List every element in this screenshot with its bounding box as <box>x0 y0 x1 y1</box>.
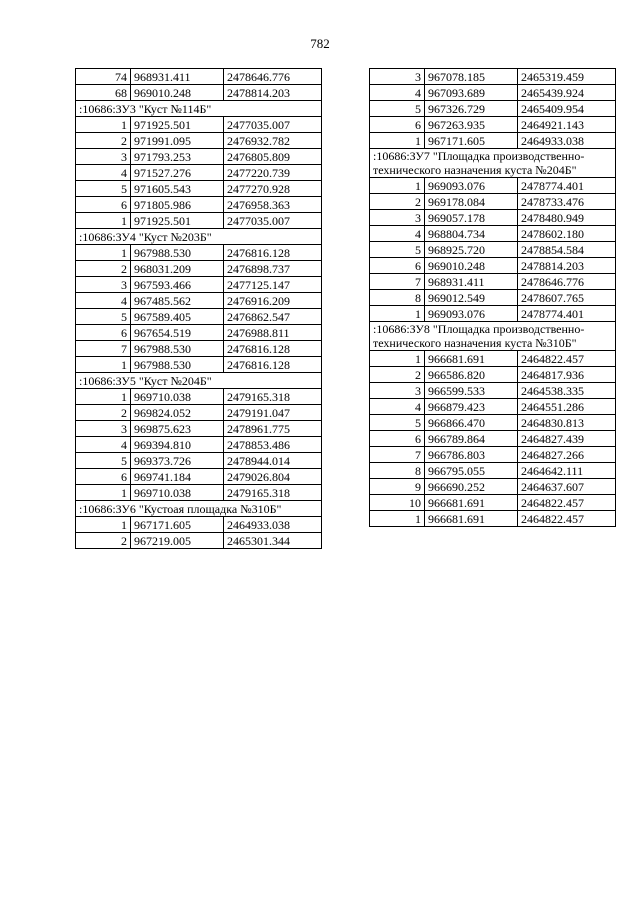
coordinate-row <box>370 306 616 322</box>
section-header-row <box>370 149 616 178</box>
coordinate-row <box>76 133 322 149</box>
x-coordinate: 969057.178 <box>425 210 518 226</box>
y-coordinate: 2464933.038 <box>224 517 322 533</box>
y-coordinate: 2476916.209 <box>224 293 322 309</box>
x-coordinate: 971991.095 <box>131 133 224 149</box>
coordinate-row <box>370 495 616 511</box>
y-coordinate: 2464822.457 <box>518 351 616 367</box>
coordinate-row <box>370 447 616 463</box>
coordinate-row <box>370 117 616 133</box>
point-number: 6 <box>370 431 425 447</box>
x-coordinate: 969394.810 <box>131 437 224 453</box>
coordinate-row <box>76 533 322 549</box>
coordinate-row <box>76 485 322 501</box>
point-number: 6 <box>76 469 131 485</box>
point-number: 3 <box>370 383 425 399</box>
coordinates-table-right <box>369 68 616 527</box>
x-coordinate: 967654.519 <box>131 325 224 341</box>
point-number: 3 <box>370 210 425 226</box>
y-coordinate: 2479165.318 <box>224 485 322 501</box>
y-coordinate: 2478607.765 <box>518 290 616 306</box>
page-number: 782 <box>310 36 330 51</box>
y-coordinate: 2479191.047 <box>224 405 322 421</box>
point-number: 6 <box>76 197 131 213</box>
point-number: 1 <box>370 306 425 322</box>
x-coordinate: 967485.562 <box>131 293 224 309</box>
x-coordinate: 969710.038 <box>131 485 224 501</box>
point-number: 6 <box>370 117 425 133</box>
y-coordinate: 2476988.811 <box>224 325 322 341</box>
coordinate-row <box>76 437 322 453</box>
x-coordinate: 968931.411 <box>131 69 224 85</box>
y-coordinate: 2464817.936 <box>518 367 616 383</box>
x-coordinate: 967093.689 <box>425 85 518 101</box>
point-number: 5 <box>370 242 425 258</box>
coordinate-row <box>370 479 616 495</box>
x-coordinate: 967988.530 <box>131 245 224 261</box>
coordinate-row <box>370 399 616 415</box>
y-coordinate: 2465439.924 <box>518 85 616 101</box>
coordinate-row <box>76 357 322 373</box>
point-number: 2 <box>76 133 131 149</box>
y-coordinate: 2478854.584 <box>518 242 616 258</box>
y-coordinate: 2477220.739 <box>224 165 322 181</box>
point-number: 74 <box>76 69 131 85</box>
point-number: 5 <box>370 415 425 431</box>
x-coordinate: 966599.533 <box>425 383 518 399</box>
y-coordinate: 2478853.486 <box>224 437 322 453</box>
x-coordinate: 969093.076 <box>425 306 518 322</box>
point-number: 2 <box>76 405 131 421</box>
coordinate-row <box>370 226 616 242</box>
x-coordinate: 967171.605 <box>131 517 224 533</box>
point-number: 1 <box>370 133 425 149</box>
y-coordinate: 2465409.954 <box>518 101 616 117</box>
y-coordinate: 2476805.809 <box>224 149 322 165</box>
coordinate-row <box>370 351 616 367</box>
y-coordinate: 2478961.775 <box>224 421 322 437</box>
x-coordinate: 966795.055 <box>425 463 518 479</box>
coordinate-row <box>76 325 322 341</box>
y-coordinate: 2476898.737 <box>224 261 322 277</box>
coordinate-row <box>370 69 616 85</box>
coordinate-row <box>76 165 322 181</box>
y-coordinate: 2464642.111 <box>518 463 616 479</box>
y-coordinate: 2464538.335 <box>518 383 616 399</box>
y-coordinate: 2477035.007 <box>224 117 322 133</box>
section-header: :10686:ЗУ6 "Кустоая площадка №310Б" <box>76 501 322 517</box>
coordinate-row <box>370 178 616 194</box>
x-coordinate: 966789.864 <box>425 431 518 447</box>
x-coordinate: 971805.986 <box>131 197 224 213</box>
y-coordinate: 2478733.476 <box>518 194 616 210</box>
coordinate-row <box>370 290 616 306</box>
y-coordinate: 2464822.457 <box>518 495 616 511</box>
x-coordinate: 966786.803 <box>425 447 518 463</box>
x-coordinate: 969012.549 <box>425 290 518 306</box>
x-coordinate: 969010.248 <box>425 258 518 274</box>
coordinate-row <box>76 469 322 485</box>
y-coordinate: 2465319.459 <box>518 69 616 85</box>
point-number: 3 <box>370 69 425 85</box>
x-coordinate: 967593.466 <box>131 277 224 293</box>
point-number: 1 <box>370 178 425 194</box>
point-number: 4 <box>370 226 425 242</box>
point-number: 1 <box>76 389 131 405</box>
point-number: 5 <box>76 309 131 325</box>
point-number: 1 <box>76 485 131 501</box>
y-coordinate: 2476816.128 <box>224 245 322 261</box>
coordinate-row <box>76 149 322 165</box>
coordinate-row <box>76 277 322 293</box>
y-coordinate: 2477035.007 <box>224 213 322 229</box>
point-number: 7 <box>76 341 131 357</box>
section-header-row <box>76 373 322 389</box>
x-coordinate: 967988.530 <box>131 341 224 357</box>
x-coordinate: 967326.729 <box>425 101 518 117</box>
coordinate-row <box>370 431 616 447</box>
coordinate-row <box>370 194 616 210</box>
point-number: 7 <box>370 447 425 463</box>
point-number: 3 <box>76 421 131 437</box>
point-number: 5 <box>370 101 425 117</box>
x-coordinate: 968804.734 <box>425 226 518 242</box>
x-coordinate: 971925.501 <box>131 213 224 229</box>
y-coordinate: 2464822.457 <box>518 511 616 527</box>
y-coordinate: 2479165.318 <box>224 389 322 405</box>
x-coordinate: 966866.470 <box>425 415 518 431</box>
point-number: 7 <box>370 274 425 290</box>
x-coordinate: 967988.530 <box>131 357 224 373</box>
y-coordinate: 2478602.180 <box>518 226 616 242</box>
x-coordinate: 969824.052 <box>131 405 224 421</box>
x-coordinate: 969875.623 <box>131 421 224 437</box>
y-coordinate: 2476862.547 <box>224 309 322 325</box>
x-coordinate: 966681.691 <box>425 351 518 367</box>
y-coordinate: 2478774.401 <box>518 306 616 322</box>
y-coordinate: 2477270.928 <box>224 181 322 197</box>
coordinate-row <box>76 421 322 437</box>
coordinate-row <box>370 383 616 399</box>
section-header-row <box>76 229 322 245</box>
coordinate-row <box>76 309 322 325</box>
y-coordinate: 2464921.143 <box>518 117 616 133</box>
y-coordinate: 2478774.401 <box>518 178 616 194</box>
y-coordinate: 2464827.439 <box>518 431 616 447</box>
point-number: 5 <box>76 181 131 197</box>
coordinate-row <box>370 133 616 149</box>
y-coordinate: 2464827.266 <box>518 447 616 463</box>
point-number: 6 <box>370 258 425 274</box>
point-number: 68 <box>76 85 131 101</box>
coordinate-row <box>76 389 322 405</box>
x-coordinate: 966681.691 <box>425 511 518 527</box>
section-header-row <box>76 101 322 117</box>
x-coordinate: 966690.252 <box>425 479 518 495</box>
y-coordinate: 2479026.804 <box>224 469 322 485</box>
x-coordinate: 967589.405 <box>131 309 224 325</box>
y-coordinate: 2465301.344 <box>224 533 322 549</box>
coordinate-row <box>370 415 616 431</box>
y-coordinate: 2464551.286 <box>518 399 616 415</box>
x-coordinate: 971793.253 <box>131 149 224 165</box>
x-coordinate: 971605.543 <box>131 181 224 197</box>
point-number: 9 <box>370 479 425 495</box>
coordinate-row <box>76 261 322 277</box>
point-number: 3 <box>76 277 131 293</box>
coordinate-row <box>370 258 616 274</box>
x-coordinate: 969741.184 <box>131 469 224 485</box>
x-coordinate: 967171.605 <box>425 133 518 149</box>
point-number: 4 <box>76 437 131 453</box>
point-number: 5 <box>76 453 131 469</box>
y-coordinate: 2464637.607 <box>518 479 616 495</box>
point-number: 4 <box>370 85 425 101</box>
x-coordinate: 966681.691 <box>425 495 518 511</box>
coordinate-row <box>370 274 616 290</box>
coordinate-row <box>370 210 616 226</box>
coordinate-row <box>76 245 322 261</box>
point-number: 2 <box>76 533 131 549</box>
point-number: 2 <box>370 194 425 210</box>
x-coordinate: 969710.038 <box>131 389 224 405</box>
x-coordinate: 969178.084 <box>425 194 518 210</box>
coordinates-table-left <box>75 68 322 549</box>
point-number: 4 <box>370 399 425 415</box>
section-header: :10686:ЗУ8 "Площадка производственно-технического назначения куста №310Б" <box>370 322 616 351</box>
coordinate-row <box>370 463 616 479</box>
point-number: 1 <box>76 517 131 533</box>
point-number: 1 <box>76 213 131 229</box>
section-header-row <box>76 501 322 517</box>
x-coordinate: 971925.501 <box>131 117 224 133</box>
y-coordinate: 2464830.813 <box>518 415 616 431</box>
y-coordinate: 2476816.128 <box>224 341 322 357</box>
y-coordinate: 2476932.782 <box>224 133 322 149</box>
point-number: 6 <box>76 325 131 341</box>
point-number: 10 <box>370 495 425 511</box>
y-coordinate: 2478814.203 <box>224 85 322 101</box>
coordinate-row <box>76 69 322 85</box>
point-number: 4 <box>76 165 131 181</box>
point-number: 2 <box>76 261 131 277</box>
point-number: 1 <box>76 117 131 133</box>
coordinate-row <box>76 405 322 421</box>
x-coordinate: 969093.076 <box>425 178 518 194</box>
y-coordinate: 2478480.949 <box>518 210 616 226</box>
x-coordinate: 968931.411 <box>425 274 518 290</box>
coordinate-row <box>76 341 322 357</box>
coordinate-row <box>76 85 322 101</box>
x-coordinate: 971527.276 <box>131 165 224 181</box>
x-coordinate: 966879.423 <box>425 399 518 415</box>
coordinate-row <box>76 213 322 229</box>
point-number: 8 <box>370 463 425 479</box>
x-coordinate: 967263.935 <box>425 117 518 133</box>
section-header-row <box>370 322 616 351</box>
y-coordinate: 2478814.203 <box>518 258 616 274</box>
point-number: 1 <box>370 351 425 367</box>
section-header: :10686:ЗУ4 "Куст №203Б" <box>76 229 322 245</box>
y-coordinate: 2477125.147 <box>224 277 322 293</box>
coordinate-row <box>370 511 616 527</box>
y-coordinate: 2476816.128 <box>224 357 322 373</box>
point-number: 8 <box>370 290 425 306</box>
coordinate-row <box>76 293 322 309</box>
y-coordinate: 2478944.014 <box>224 453 322 469</box>
x-coordinate: 966586.820 <box>425 367 518 383</box>
point-number: 1 <box>76 245 131 261</box>
section-header: :10686:ЗУ7 "Площадка производственно-технического назначения куста №204Б" <box>370 149 616 178</box>
y-coordinate: 2464933.038 <box>518 133 616 149</box>
x-coordinate: 968031.209 <box>131 261 224 277</box>
x-coordinate: 969373.726 <box>131 453 224 469</box>
coordinate-row <box>370 85 616 101</box>
coordinate-row <box>370 242 616 258</box>
y-coordinate: 2478646.776 <box>518 274 616 290</box>
coordinate-row <box>76 181 322 197</box>
point-number: 2 <box>370 367 425 383</box>
coordinate-row <box>76 517 322 533</box>
x-coordinate: 967219.005 <box>131 533 224 549</box>
y-coordinate: 2478646.776 <box>224 69 322 85</box>
x-coordinate: 969010.248 <box>131 85 224 101</box>
coordinate-row <box>370 367 616 383</box>
coordinate-row <box>76 117 322 133</box>
coordinate-row <box>76 197 322 213</box>
section-header: :10686:ЗУ3 "Куст №114Б" <box>76 101 322 117</box>
coordinate-row <box>370 101 616 117</box>
point-number: 4 <box>76 293 131 309</box>
section-header: :10686:ЗУ5 "Куст №204Б" <box>76 373 322 389</box>
point-number: 1 <box>370 511 425 527</box>
y-coordinate: 2476958.363 <box>224 197 322 213</box>
point-number: 1 <box>76 357 131 373</box>
point-number: 3 <box>76 149 131 165</box>
x-coordinate: 967078.185 <box>425 69 518 85</box>
coordinate-row <box>76 453 322 469</box>
x-coordinate: 968925.720 <box>425 242 518 258</box>
